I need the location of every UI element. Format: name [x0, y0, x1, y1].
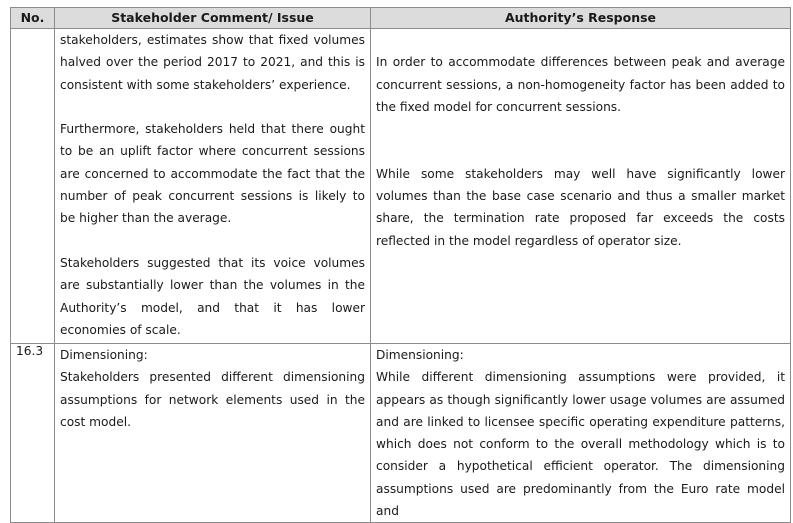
response-paragraph: In order to accommodate differences between peak and average concurrent sessions, a non-homogeneity factor has been added to the fixed model for concurrent sessions. [376, 55, 785, 114]
stakeholder-response-table [10, 7, 791, 523]
stakeholder-comment-cell [55, 344, 371, 523]
comment-paragraph: Stakeholders presented different dimensioning assumptions for network elements used in the cost model. [60, 370, 365, 429]
table-header-row [11, 8, 791, 29]
comment-heading: Dimensioning: [60, 348, 148, 362]
row-number: 16.3 [11, 344, 55, 523]
response-heading: Dimensioning: [376, 348, 464, 362]
stakeholder-comment-cell [55, 29, 371, 344]
comment-paragraph: Stakeholders suggested that its voice volumes are substantially lower than the volumes in the Authority’s model, and that it has lower economies of scale. [60, 255, 365, 337]
authority-response-cell [371, 344, 791, 523]
authority-response-cell [371, 29, 791, 344]
header-authority-response: Authority’s Response [371, 8, 791, 29]
response-paragraph: While some stakeholders may well have significantly lower volumes than the base case scenario and thus a smaller market share, the termination rate proposed far exceeds the costs reflected in the model regardless of operator size. [376, 166, 785, 248]
comment-paragraph: stakeholders, estimates show that fixed volumes halved over the period 2017 to 2021, and this is consistent with some stakeholders’ experience. [60, 33, 365, 92]
row-number [11, 29, 55, 344]
comment-paragraph: Furthermore, stakeholders held that there ought to be an uplift factor where concurrent sessions are concerned to accommodate the fact that the number of peak concurrent sessions is likely to be higher than the average. [60, 122, 365, 226]
header-no: No. [11, 8, 55, 29]
response-paragraph: While different dimensioning assumptions were provided, it appears as though significantly lower usage volumes are assumed and are linked to licensee specific operating expenditure patterns, which does not conform to the overall methodology which is to consider a hypothetical efficient operator. The dimensioning assumptions used are predominantly from the Euro rate model and [376, 370, 785, 519]
table-row [11, 29, 791, 344]
header-stakeholder-comment: Stakeholder Comment/ Issue [55, 8, 371, 29]
table-row [11, 344, 791, 523]
